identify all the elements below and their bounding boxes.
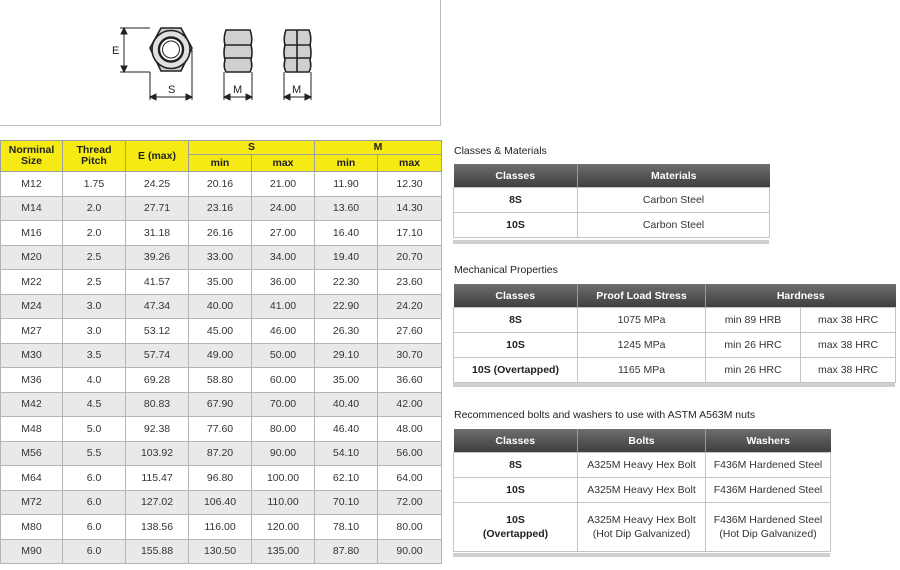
rb-bolt-line1: A325M Heavy Hex Bolt xyxy=(587,514,696,526)
header-s: S xyxy=(189,141,315,155)
table-row xyxy=(454,478,831,503)
mp-hardness-max: max 38 HRC xyxy=(801,358,896,383)
cell-m-min: 22.90 xyxy=(315,294,378,319)
cell-e-max: 80.83 xyxy=(126,392,189,417)
cell-e-max: 138.56 xyxy=(126,515,189,540)
rb-washer: F436M Hardened Steel xyxy=(706,453,831,478)
cell-m-max: 20.70 xyxy=(378,245,442,270)
cell-m-max: 14.30 xyxy=(378,196,442,221)
dimension-table xyxy=(0,140,442,564)
cell-e-max: 27.71 xyxy=(126,196,189,221)
cell-s-max: 36.00 xyxy=(252,270,315,295)
cell-e-max: 103.92 xyxy=(126,441,189,466)
mp-class: 10S xyxy=(454,333,578,358)
cell-e-max: 39.26 xyxy=(126,245,189,270)
cell-s-min: 130.50 xyxy=(189,539,252,564)
cell-size: M56 xyxy=(1,441,63,466)
rb-washer-line2: (Hot Dip Galvanized) xyxy=(719,528,817,540)
cell-m-min: 29.10 xyxy=(315,343,378,368)
nut-diagram-panel xyxy=(0,0,441,126)
cell-size: M22 xyxy=(1,270,63,295)
cell-m-min: 54.10 xyxy=(315,441,378,466)
cm-header-classes: Classes xyxy=(454,164,578,188)
header-e-max: E (max) xyxy=(126,141,189,172)
mp-class: 8S xyxy=(454,308,578,333)
cell-s-min: 26.16 xyxy=(189,221,252,246)
mp-hardness-max: max 38 HRC xyxy=(801,333,896,358)
rb-header-classes: Classes xyxy=(454,429,578,453)
label-s: S xyxy=(168,84,176,96)
rb-class-line1: 10S xyxy=(506,514,525,526)
cell-size: M36 xyxy=(1,368,63,393)
mp-header-proof: Proof Load Stress xyxy=(578,284,706,308)
cm-class: 10S xyxy=(454,213,578,238)
table-row xyxy=(454,503,831,552)
cell-pitch: 2.5 xyxy=(63,270,126,295)
cell-s-max: 90.00 xyxy=(252,441,315,466)
cell-s-min: 67.90 xyxy=(189,392,252,417)
cell-pitch: 1.75 xyxy=(63,172,126,197)
cell-s-min: 20.16 xyxy=(189,172,252,197)
cell-e-max: 24.25 xyxy=(126,172,189,197)
table-row xyxy=(454,188,770,213)
table-row xyxy=(1,417,442,442)
cell-m-min: 40.40 xyxy=(315,392,378,417)
cell-m-max: 80.00 xyxy=(378,515,442,540)
cell-s-max: 50.00 xyxy=(252,343,315,368)
cell-s-max: 21.00 xyxy=(252,172,315,197)
cell-s-min: 45.00 xyxy=(189,319,252,344)
header-s-min: min xyxy=(189,155,252,172)
mp-bottom-bar xyxy=(453,383,895,387)
cell-m-min: 78.10 xyxy=(315,515,378,540)
mp-header-hardness: Hardness xyxy=(706,284,896,308)
cell-m-max: 23.60 xyxy=(378,270,442,295)
cell-size: M64 xyxy=(1,466,63,491)
table-row xyxy=(454,358,896,383)
cell-size: M14 xyxy=(1,196,63,221)
cell-s-max: 110.00 xyxy=(252,490,315,515)
cell-m-min: 46.40 xyxy=(315,417,378,442)
classes-materials-title: Classes & Materials xyxy=(454,145,547,157)
label-e: E xyxy=(112,45,120,57)
cell-s-min: 58.80 xyxy=(189,368,252,393)
cell-pitch: 2.0 xyxy=(63,196,126,221)
cell-m-max: 27.60 xyxy=(378,319,442,344)
cell-e-max: 47.34 xyxy=(126,294,189,319)
recommended-table xyxy=(453,429,831,552)
cell-e-max: 53.12 xyxy=(126,319,189,344)
table-row xyxy=(1,221,442,246)
mechanical-title: Mechanical Properties xyxy=(454,264,558,276)
cell-e-max: 69.28 xyxy=(126,368,189,393)
cell-m-min: 16.40 xyxy=(315,221,378,246)
mp-hardness-min: min 26 HRC xyxy=(706,333,801,358)
cell-s-max: 24.00 xyxy=(252,196,315,221)
header-size: Norminal Size xyxy=(1,141,63,172)
nut-hole-inner xyxy=(163,41,180,58)
cm-material: Carbon Steel xyxy=(578,213,770,238)
cell-m-max: 17.10 xyxy=(378,221,442,246)
mp-hardness-max: max 38 HRC xyxy=(801,308,896,333)
cell-size: M20 xyxy=(1,245,63,270)
cell-s-max: 80.00 xyxy=(252,417,315,442)
label-m-1: M xyxy=(233,84,243,96)
table-row xyxy=(454,213,770,238)
cell-m-max: 56.00 xyxy=(378,441,442,466)
cm-material: Carbon Steel xyxy=(578,188,770,213)
rb-class: 8S xyxy=(454,453,578,478)
rb-washer xyxy=(706,503,831,552)
cell-m-min: 19.40 xyxy=(315,245,378,270)
table-row xyxy=(454,308,896,333)
rb-class: 10S xyxy=(454,478,578,503)
cell-s-min: 49.00 xyxy=(189,343,252,368)
table-row xyxy=(1,245,442,270)
cell-e-max: 155.88 xyxy=(126,539,189,564)
table-row xyxy=(454,333,896,358)
rb-bolt: A325M Heavy Hex Bolt xyxy=(578,453,706,478)
cell-pitch: 2.0 xyxy=(63,221,126,246)
header-s-max: max xyxy=(252,155,315,172)
cell-m-min: 87.80 xyxy=(315,539,378,564)
table-row xyxy=(1,441,442,466)
cell-e-max: 31.18 xyxy=(126,221,189,246)
cell-e-max: 115.47 xyxy=(126,466,189,491)
cell-s-max: 70.00 xyxy=(252,392,315,417)
cell-s-min: 23.16 xyxy=(189,196,252,221)
mp-proof: 1075 MPa xyxy=(578,308,706,333)
cell-m-min: 11.90 xyxy=(315,172,378,197)
cell-size: M42 xyxy=(1,392,63,417)
table-row xyxy=(1,515,442,540)
cell-pitch: 6.0 xyxy=(63,466,126,491)
cell-m-max: 90.00 xyxy=(378,539,442,564)
cell-s-min: 40.00 xyxy=(189,294,252,319)
mp-proof: 1165 MPa xyxy=(578,358,706,383)
cell-s-max: 60.00 xyxy=(252,368,315,393)
rb-bolt-line2: (Hot Dip Galvanized) xyxy=(592,528,691,540)
hex-nut-side-view-1 xyxy=(224,30,252,72)
cell-s-max: 46.00 xyxy=(252,319,315,344)
cell-size: M30 xyxy=(1,343,63,368)
cell-e-max: 41.57 xyxy=(126,270,189,295)
cell-m-min: 70.10 xyxy=(315,490,378,515)
cell-e-max: 127.02 xyxy=(126,490,189,515)
cell-s-min: 116.00 xyxy=(189,515,252,540)
cell-e-max: 92.38 xyxy=(126,417,189,442)
cell-m-max: 36.60 xyxy=(378,368,442,393)
cell-s-max: 120.00 xyxy=(252,515,315,540)
cell-pitch: 5.0 xyxy=(63,417,126,442)
cell-size: M27 xyxy=(1,319,63,344)
table-row xyxy=(1,539,442,564)
mp-header-classes: Classes xyxy=(454,284,578,308)
cell-size: M80 xyxy=(1,515,63,540)
cell-m-min: 35.00 xyxy=(315,368,378,393)
cell-e-max: 57.74 xyxy=(126,343,189,368)
rb-bottom-bar xyxy=(453,553,830,557)
table-row xyxy=(1,343,442,368)
classes-materials-table xyxy=(453,164,770,238)
cell-m-max: 72.00 xyxy=(378,490,442,515)
table-row xyxy=(1,294,442,319)
rb-header-washers: Washers xyxy=(706,429,831,453)
cell-pitch: 2.5 xyxy=(63,245,126,270)
cell-s-min: 106.40 xyxy=(189,490,252,515)
table-row xyxy=(1,172,442,197)
cell-pitch: 3.5 xyxy=(63,343,126,368)
header-m-min: min xyxy=(315,155,378,172)
table-row xyxy=(1,490,442,515)
cell-size: M16 xyxy=(1,221,63,246)
table-row xyxy=(1,392,442,417)
cell-pitch: 6.0 xyxy=(63,539,126,564)
cell-m-min: 26.30 xyxy=(315,319,378,344)
mechanical-table xyxy=(453,284,896,383)
cell-size: M48 xyxy=(1,417,63,442)
rb-washer: F436M Hardened Steel xyxy=(706,478,831,503)
cell-pitch: 4.0 xyxy=(63,368,126,393)
rb-washer-line1: F436M Hardened Steel xyxy=(713,514,823,526)
cell-s-min: 96.80 xyxy=(189,466,252,491)
rb-bolt: A325M Heavy Hex Bolt xyxy=(578,478,706,503)
rb-class xyxy=(454,503,578,552)
cell-m-max: 64.00 xyxy=(378,466,442,491)
cell-s-max: 41.00 xyxy=(252,294,315,319)
table-row xyxy=(454,453,831,478)
recommended-title: Recommenced bolts and washers to use with ASTM A563M nuts xyxy=(454,409,756,421)
cell-pitch: 5.5 xyxy=(63,441,126,466)
cell-pitch: 6.0 xyxy=(63,490,126,515)
cell-s-max: 34.00 xyxy=(252,245,315,270)
cell-size: M72 xyxy=(1,490,63,515)
cell-m-max: 42.00 xyxy=(378,392,442,417)
label-m-2: M xyxy=(292,84,302,96)
cell-s-min: 33.00 xyxy=(189,245,252,270)
table-row xyxy=(1,368,442,393)
cm-header-materials: Materials xyxy=(578,164,770,188)
cell-s-min: 35.00 xyxy=(189,270,252,295)
cell-s-min: 87.20 xyxy=(189,441,252,466)
cm-bottom-bar xyxy=(453,240,769,244)
table-row xyxy=(1,466,442,491)
nut-dimension-drawing xyxy=(0,0,441,126)
cell-s-min: 77.60 xyxy=(189,417,252,442)
table-row xyxy=(1,270,442,295)
table-row xyxy=(1,319,442,344)
table-row xyxy=(1,196,442,221)
mp-class: 10S (Overtapped) xyxy=(454,358,578,383)
header-pitch: Thread Pitch xyxy=(63,141,126,172)
cell-m-min: 13.60 xyxy=(315,196,378,221)
cm-class: 8S xyxy=(454,188,578,213)
cell-pitch: 3.0 xyxy=(63,294,126,319)
cell-m-min: 62.10 xyxy=(315,466,378,491)
rb-header-bolts: Bolts xyxy=(578,429,706,453)
header-m-max: max xyxy=(378,155,442,172)
cell-s-max: 135.00 xyxy=(252,539,315,564)
mp-hardness-min: min 26 HRC xyxy=(706,358,801,383)
cell-size: M12 xyxy=(1,172,63,197)
cell-m-max: 30.70 xyxy=(378,343,442,368)
cell-pitch: 6.0 xyxy=(63,515,126,540)
cell-s-max: 27.00 xyxy=(252,221,315,246)
rb-class-line2: (Overtapped) xyxy=(482,528,549,540)
cell-s-max: 100.00 xyxy=(252,466,315,491)
cell-size: M90 xyxy=(1,539,63,564)
cell-pitch: 3.0 xyxy=(63,319,126,344)
mp-proof: 1245 MPa xyxy=(578,333,706,358)
header-m: M xyxy=(315,141,442,155)
cell-m-min: 22.30 xyxy=(315,270,378,295)
rb-bolt xyxy=(578,503,706,552)
cell-m-max: 12.30 xyxy=(378,172,442,197)
cell-pitch: 4.5 xyxy=(63,392,126,417)
mp-hardness-min: min 89 HRB xyxy=(706,308,801,333)
cell-m-max: 48.00 xyxy=(378,417,442,442)
cell-m-max: 24.20 xyxy=(378,294,442,319)
cell-size: M24 xyxy=(1,294,63,319)
